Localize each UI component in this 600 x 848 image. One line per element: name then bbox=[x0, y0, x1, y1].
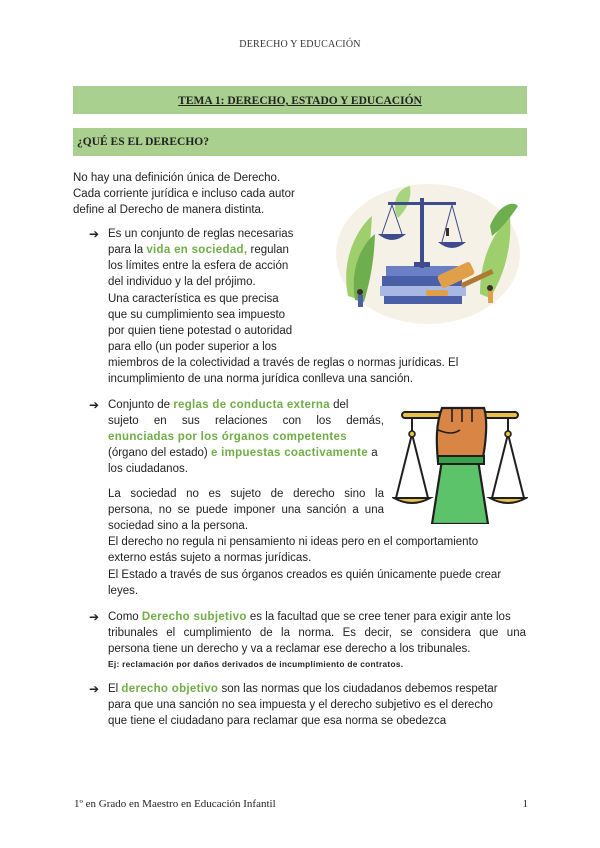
bullet1-line-1: Es un conjunto de reglas necesarias bbox=[108, 228, 294, 240]
bullet4-line-1a: El bbox=[108, 683, 122, 695]
bullet2-para-line-7: leyes. bbox=[108, 585, 139, 597]
bullet2-para-line-5: externo estás sujeto a normas jurídicas. bbox=[108, 552, 312, 564]
arrow-icon: ➔ bbox=[89, 227, 100, 241]
bullet1-line-7: por quien tiene potestad o autoridad bbox=[108, 325, 293, 337]
bullet1-line-4: del individuo y la del prójimo. bbox=[108, 276, 256, 288]
bullet4-line-1 bbox=[108, 681, 528, 698]
bullet4-line-2: para que una sanción no sea impuesta y el derecho subjetivo es el derecho bbox=[108, 699, 493, 711]
arrow-icon: ➔ bbox=[89, 398, 100, 412]
highlight-derecho-subjetivo: Derecho subjetivo bbox=[141, 611, 247, 623]
bullet3-line-1c: es la facultad que se cree tener para exigir ante los bbox=[246, 611, 511, 623]
topic-title-bar: TEMA 1: DERECHO, ESTADO Y EDUCACIÓN bbox=[73, 86, 527, 114]
bullet2-line-1 bbox=[108, 397, 384, 414]
section-title-bar: ¿QUÉ ES EL DERECHO? bbox=[73, 128, 527, 156]
bullet1-line-2c: regulan bbox=[247, 244, 289, 256]
bullet3-line-1 bbox=[108, 609, 528, 626]
highlight-derecho-objetivo: derecho objetivo bbox=[121, 683, 219, 695]
intro-line-1: No hay una definición única de Derecho. bbox=[73, 172, 281, 184]
bullet1-line-8: para ello (un poder superior a los bbox=[108, 341, 277, 353]
bullet3-line-3: persona tiene un derecho y va a reclamar ese derecho a los tribunales. bbox=[108, 643, 471, 655]
bullet2-line-4a: (órgano del estado) bbox=[108, 447, 211, 459]
arrow-icon: ➔ bbox=[89, 682, 100, 696]
intro-line-2: Cada corriente jurídica e incluso cada autor bbox=[73, 188, 295, 200]
bullet2-line-5: los ciudadanos. bbox=[108, 463, 188, 475]
arrow-icon: ➔ bbox=[89, 610, 100, 624]
bullet4-line-3: que tiene el ciudadano para reclamar que esa norma se obedezca bbox=[108, 715, 447, 727]
bullet1-line-3: los límites entre la esfera de acción bbox=[108, 260, 289, 272]
bullet2-para-line-6: El Estado a través de sus órganos creados es quién únicamente puede crear bbox=[108, 569, 502, 581]
intro-line-3: define al Derecho de manera distinta. bbox=[73, 204, 265, 216]
bullet1-line-10: incumplimiento de una norma jurídica conlleva una sanción. bbox=[108, 373, 413, 385]
bullet3-line-1a: Como bbox=[108, 611, 142, 623]
page-header: DERECHO Y EDUCACIÓN bbox=[239, 39, 361, 50]
bullet1-line-6: que su cumplimiento sea impuesto bbox=[108, 309, 286, 321]
hand-scales-illustration bbox=[392, 400, 528, 524]
bullet2-line-1a: Conjunto de bbox=[108, 399, 174, 411]
highlight-enunciadas: enunciadas por los órganos competentes bbox=[108, 431, 347, 443]
justice-scales-illustration bbox=[330, 176, 526, 328]
bullet2-line-2: sujeto en sus relaciones con los demás, bbox=[108, 415, 384, 427]
bullet2-para-line-2: persona, no se puede imponer una sanción a una bbox=[108, 504, 384, 516]
bullet1-line-2a: para la bbox=[108, 244, 147, 256]
bullet4-line-1c: son las normas que los ciudadanos debemos respetar bbox=[218, 683, 498, 695]
bullet2-line-1c: del bbox=[329, 399, 349, 411]
bullet2-para-line-1: La sociedad no es sujeto de derecho sino la bbox=[108, 488, 384, 500]
bullet2-line-4c: a bbox=[368, 447, 378, 459]
bullet3-line-2: tribunales el cumplimiento de la norma. Es decir, se considera que una bbox=[108, 627, 526, 639]
bullet2-line-4 bbox=[108, 445, 388, 462]
bullet1-line-2 bbox=[108, 242, 306, 259]
bullet2-para-line-4: El derecho no regula ni pensamiento ni ideas pero en el comportamiento bbox=[108, 536, 479, 548]
bullet3-example: Ej: reclamación por daños derivados de incumplimiento de contratos. bbox=[108, 659, 404, 669]
highlight-impuestas-coactivamente: e impuestas coactivamente bbox=[210, 447, 369, 459]
highlight-reglas-conducta-externa: reglas de conducta externa bbox=[173, 399, 330, 411]
page-number: 1 bbox=[522, 798, 528, 810]
highlight-vida-en-sociedad: vida en sociedad, bbox=[146, 244, 248, 256]
bullet1-line-9: miembros de la colectividad a través de reglas o normas jurídicas. El bbox=[108, 357, 459, 369]
bullet1-line-5: Una característica es que precisa bbox=[108, 293, 279, 305]
bullet2-para-line-3: sociedad sino a la persona. bbox=[108, 520, 249, 532]
footer-course: 1º en Grado en Maestro en Educación Infantil bbox=[74, 798, 276, 810]
